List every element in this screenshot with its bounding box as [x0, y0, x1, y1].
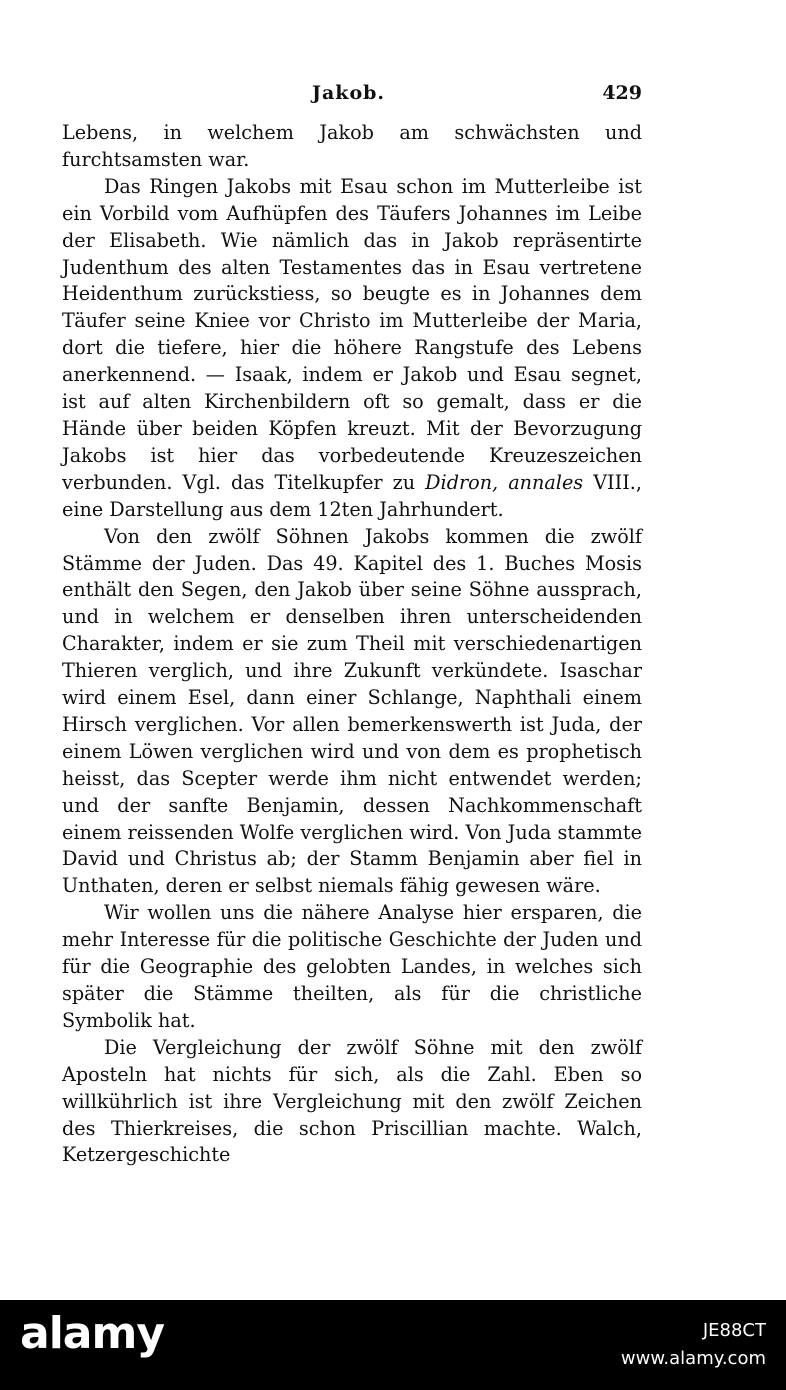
paragraph-3: Von den zwölf Söhnen Jakobs kommen die zwölf Stämme der Juden. Das 49. Kapitel des 1. Buches Mosis enthält den Segen, den Jakob über seine Söhne aussprach, und in welchem er denselben ihren unterscheidenden Charakter, indem er sie zum Theil mit verschiedenartigen Thieren verglich, und ihre Zukunft verkündete. Isaschar wird einem Esel, dann einer Schlange, Naphthali einem Hirsch verglichen. Vor allen bemerkenswerth ist Juda, der einem Löwen verglichen wird und von dem es prophetisch heisst, das Scepter werde ihm nicht entwendet werden; und der sanfte Benjamin, dessen Nachkommenschaft einem reissenden Wolfe verglichen wird. Von Juda stammte David und Christus ab; der Stamm Benjamin aber fiel in Unthaten, deren er selbst niemals fähig gewesen wäre.	[62, 524, 642, 898]
paragraph-2-text-a: Das Ringen Jakobs mit Esau schon im Mutterleibe ist ein Vorbild vom Aufhüpfen des Täufers Johannes im Leibe der Elisabeth. Wie nämlich das in Jakob repräsentirte Judenthum des alten Testamentes das in Esau vertretene Heidenthum zurückstiess, so beugte es in Johannes dem Täufer seine Kniee vor Christo im Mutterleibe der Maria, dort die tiefere, hier die höhere Rangstufe des Lebens anerkennend. — Isaak, indem er Jakob und Esau segnet, ist auf alten Kirchenbildern oft so gemalt, dass er die Hände über beiden Köpfen kreuzt. Mit der Bevorzugung Jakobs ist hier das vorbedeutende Kreuzeszeichen verbunden. Vgl. das Titelkupfer zu	[62, 174, 642, 494]
page-number: 429	[602, 82, 642, 104]
stock-id: JE88CT	[702, 1320, 766, 1341]
body-text	[62, 120, 642, 1169]
paragraph-5: Die Vergleichung der zwölf Söhne mit den zwölf Aposteln hat nichts für sich, als die Zahl. Eben so willkührlich ist ihre Vergleichung mit den zwölf Zeichen des Thierkreises, die schon Priscillian machte. Walch, Ketzergeschichte	[62, 1035, 642, 1167]
running-title: Jakob.	[312, 82, 386, 104]
paragraph-1: Lebens, in welchem Jakob am schwächsten und furchtsamsten war.	[62, 121, 642, 171]
paragraph-2	[62, 174, 642, 524]
alamy-logo: alamy	[20, 1308, 164, 1359]
watermark-banner	[0, 1300, 786, 1390]
paragraph-2-text-b: VIII., eine Darstellung aus dem 12ten Jahrhundert.	[62, 470, 642, 521]
citation-italic: Didron, annales	[425, 470, 584, 494]
paragraph-4: Wir wollen uns die nähere Analyse hier ersparen, die mehr Interesse für die politische Geschichte der Juden und für die Geographie des gelobten Landes, in welches sich später die Stämme theilten, als für die christliche Symbolik hat.	[62, 901, 642, 1032]
page-header	[62, 82, 642, 112]
site-url: www.alamy.com	[620, 1348, 766, 1369]
